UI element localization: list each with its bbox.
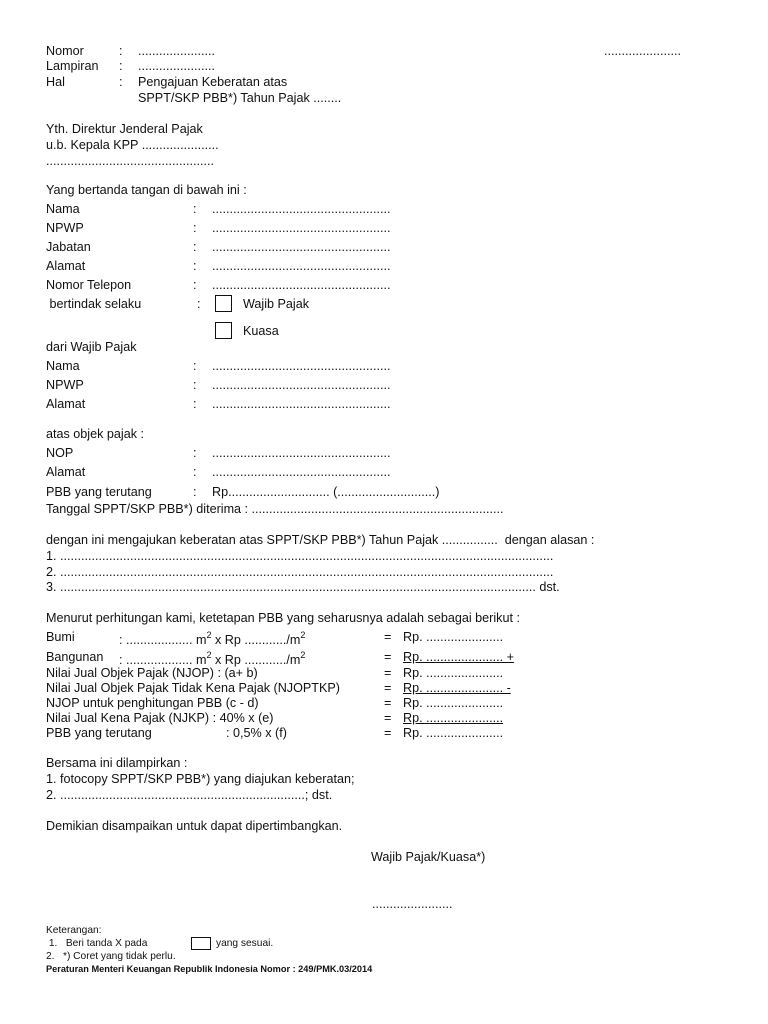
- taxpayer-nama-value: ...................................................: [212, 359, 391, 373]
- njkp-equals: =: [384, 711, 392, 725]
- pbb-final-equals: =: [384, 726, 392, 740]
- hal-label: Hal: [46, 75, 65, 89]
- reason-2: 2. .............................................................................................................................................: [46, 565, 554, 579]
- njoptkp-value: Rp. ...................... -: [403, 681, 511, 695]
- reason-3: 3. ........................................................................................................................................ dst.: [46, 580, 560, 594]
- bumi-equals: =: [384, 630, 392, 644]
- bertindak-label: bertindak selaku: [46, 297, 142, 311]
- njoptkp-label: Nilai Jual Objek Pajak Tidak Kena Pajak (NJOPTKP): [46, 681, 340, 695]
- bangunan-label: Bangunan: [46, 650, 104, 664]
- object-nop-label: NOP: [46, 446, 74, 460]
- date-placeholder: ......................: [604, 44, 681, 58]
- signer-nama-value: ...................................................: [212, 202, 391, 216]
- hal-colon: :: [119, 75, 123, 89]
- signer-npwp-colon: :: [193, 221, 197, 235]
- tanggal-diterima-line: Tanggal SPPT/SKP PBB*) diterima : ........................................................................: [46, 502, 504, 516]
- signer-jabatan-colon: :: [193, 240, 197, 254]
- notes-heading: Keterangan:: [46, 925, 102, 936]
- pbb-terutang-value: Rp............................. (............................): [212, 485, 440, 499]
- taxpayer-nama-label: Nama: [46, 359, 80, 373]
- taxpayer-npwp-label: NPWP: [46, 378, 84, 392]
- njoptkp-equals: =: [384, 681, 392, 695]
- taxpayer-alamat-value: ...................................................: [212, 397, 391, 411]
- signature-line: .......................: [372, 897, 453, 911]
- nomor-label: Nomor: [46, 44, 84, 58]
- pbb-terutang-colon: :: [193, 485, 197, 499]
- kuasa-checkbox[interactable]: [215, 322, 232, 339]
- addressee-line-1: Yth. Direktur Jenderal Pajak: [46, 122, 203, 136]
- note-1-suffix: yang sesuai.: [216, 938, 274, 949]
- signer-alamat-label: Alamat: [46, 259, 86, 273]
- taxpayer-nama-colon: :: [193, 359, 197, 373]
- lampiran-colon: :: [119, 59, 123, 73]
- njop-label: Nilai Jual Objek Pajak (NJOP) : (a+ b): [46, 666, 258, 680]
- hal-line-1: Pengajuan Keberatan atas: [138, 75, 288, 89]
- nomor-colon: :: [119, 44, 123, 58]
- object-nop-colon: :: [193, 446, 197, 460]
- signer-npwp-label: NPWP: [46, 221, 84, 235]
- lampiran-label: Lampiran: [46, 59, 99, 73]
- taxpayer-npwp-colon: :: [193, 378, 197, 392]
- signer-jabatan-label: Jabatan: [46, 240, 91, 254]
- bumi-formula: : ................... $m^2$ x Rp $............/m^2$: [119, 630, 306, 647]
- object-alamat-value: ...................................................: [212, 465, 391, 479]
- taxpayer-heading: dari Wajib Pajak: [46, 340, 137, 354]
- note-1-text: 1. Beri tanda X pada: [46, 938, 148, 949]
- njop-value: Rp. ......................: [403, 666, 504, 680]
- taxpayer-alamat-label: Alamat: [46, 397, 86, 411]
- wajib-pajak-option-label: Wajib Pajak: [243, 297, 310, 311]
- calculation-intro: Menurut perhitungan kami, ketetapan PBB yang seharusnya adalah sebagai berikut :: [46, 611, 520, 625]
- attachment-1: 1. fotocopy SPPT/SKP PBB*) yang diajukan keberatan;: [46, 772, 355, 786]
- signer-alamat-value: ...................................................: [212, 259, 391, 273]
- hal-line-2: SPPT/SKP PBB*) Tahun Pajak ........: [138, 91, 342, 105]
- addressee-line-2: u.b. Kepala KPP ......................: [46, 138, 219, 152]
- pbb-final-formula: : 0,5% x (f): [226, 726, 287, 740]
- njop-pbb-label: NJOP untuk penghitungan PBB (c - d): [46, 696, 259, 710]
- taxpayer-alamat-colon: :: [193, 397, 197, 411]
- objection-line: dengan ini mengajukan keberatan atas SPPT/SKP PBB*) Tahun Pajak ................ dengan alasan :: [46, 533, 595, 547]
- pbb-final-value: Rp. ......................: [403, 726, 504, 740]
- object-alamat-colon: :: [193, 465, 197, 479]
- njop-pbb-equals: =: [384, 696, 392, 710]
- note-2-text: 2. *) Coret yang tidak perlu.: [46, 951, 176, 962]
- pbb-terutang-label: PBB yang terutang: [46, 485, 152, 499]
- signer-nama-label: Nama: [46, 202, 80, 216]
- bangunan-equals: =: [384, 650, 392, 664]
- nomor-value: ......................: [138, 44, 215, 58]
- njop-equals: =: [384, 666, 392, 680]
- njkp-value: Rp. ......................: [403, 711, 504, 725]
- attachment-2: 2. ......................................................................; dst.: [46, 788, 333, 802]
- regulation-reference: Peraturan Menteri Keuangan Republik Indonesia Nomor : 249/PMK.03/2014: [46, 964, 373, 974]
- signer-intro: Yang bertanda tangan di bawah ini :: [46, 183, 247, 197]
- njop-pbb-value: Rp. ......................: [403, 696, 504, 710]
- bumi-label: Bumi: [46, 630, 75, 644]
- signature-role: Wajib Pajak/Kuasa*): [371, 850, 486, 864]
- signer-npwp-value: ...................................................: [212, 221, 391, 235]
- bangunan-value: Rp. ...................... +: [403, 650, 514, 664]
- signer-alamat-colon: :: [193, 259, 197, 273]
- kuasa-option-label: Kuasa: [243, 324, 279, 338]
- signer-nama-colon: :: [193, 202, 197, 216]
- addressee-line-3: ................................................: [46, 154, 214, 168]
- bangunan-formula: : ................... $m^2$ x Rp $............/m^2$: [119, 650, 306, 667]
- reason-1: 1. .............................................................................................................................................: [46, 549, 554, 563]
- bumi-value: Rp. ......................: [403, 630, 504, 644]
- object-alamat-label: Alamat: [46, 465, 86, 479]
- njkp-label: Nilai Jual Kena Pajak (NJKP) : 40% x (e): [46, 711, 274, 725]
- closing-text: Demikian disampaikan untuk dapat dipertimbangkan.: [46, 819, 343, 833]
- taxpayer-npwp-value: ...................................................: [212, 378, 391, 392]
- attachments-heading: Bersama ini dilampirkan :: [46, 756, 188, 770]
- signer-telepon-label: Nomor Telepon: [46, 278, 132, 292]
- object-heading: atas objek pajak :: [46, 427, 145, 441]
- wajib-pajak-checkbox[interactable]: [215, 295, 232, 312]
- signer-jabatan-value: ...................................................: [212, 240, 391, 254]
- bertindak-colon: :: [197, 297, 201, 311]
- note-checkbox-sample: [191, 937, 211, 950]
- signer-telepon-value: ...................................................: [212, 278, 391, 292]
- pbb-final-label: PBB yang terutang: [46, 726, 152, 740]
- object-nop-value: ...................................................: [212, 446, 391, 460]
- signer-telepon-colon: :: [193, 278, 197, 292]
- lampiran-value: ......................: [138, 59, 215, 73]
